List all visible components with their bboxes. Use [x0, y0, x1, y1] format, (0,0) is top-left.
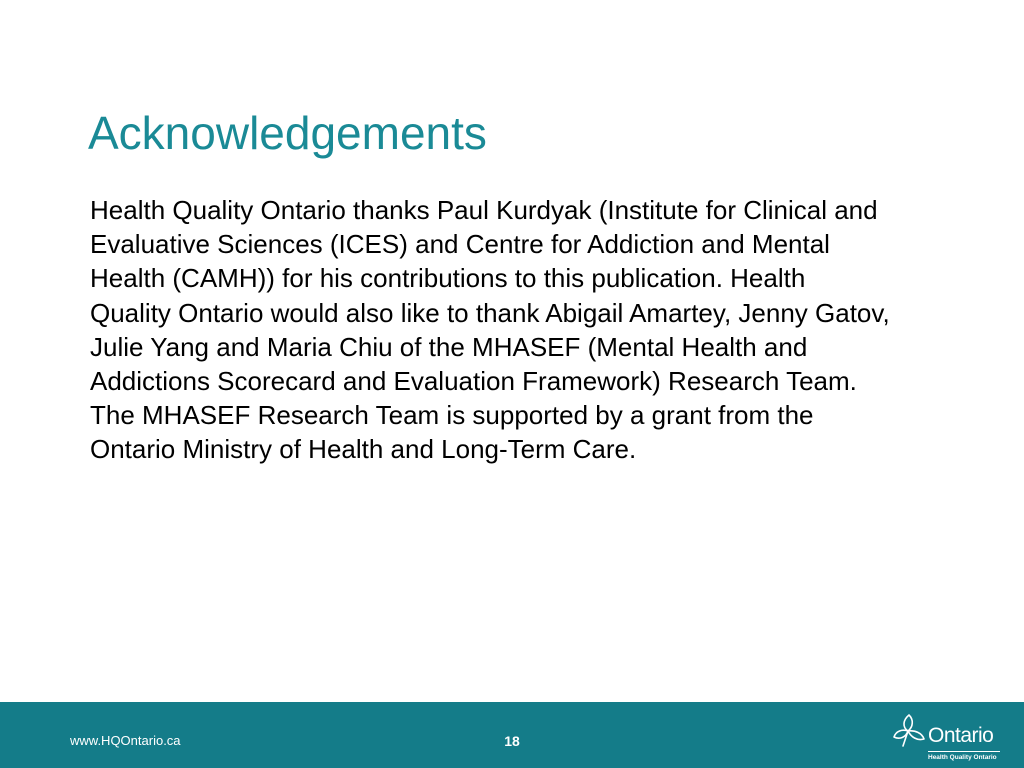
footer-bar	[0, 702, 1024, 768]
paragraph-line: Ontario Ministry of Health and Long-Term Care.	[90, 434, 637, 465]
slide-title: Acknowledgements	[88, 107, 487, 159]
paragraph-line: Evaluative Sciences (ICES) and Centre for Addiction and Mental	[90, 229, 830, 260]
logo-subtitle: Health Quality Ontario	[928, 754, 997, 761]
paragraph-line: Health (CAMH)) for his contributions to this publication. Health	[90, 263, 806, 294]
logo-divider	[928, 751, 1000, 752]
page-number: 18	[504, 733, 520, 749]
acknowledgement-paragraph	[90, 193, 990, 467]
logo-wordmark: Ontario	[928, 724, 994, 747]
paragraph-line: Quality Ontario would also like to thank Abigail Amartey, Jenny Gatov,	[90, 297, 890, 328]
paragraph-line: Health Quality Ontario thanks Paul Kurdyak (Institute for Clinical and	[90, 195, 878, 225]
footer-website-link[interactable]: www.HQOntario.ca	[70, 733, 181, 748]
paragraph-line: The MHASEF Research Team is supported by a grant from the	[90, 400, 814, 431]
ontario-logo	[890, 712, 1002, 764]
paragraph-line: Addictions Scorecard and Evaluation Framework) Research Team.	[90, 366, 857, 397]
paragraph-line: Julie Yang and Maria Chiu of the MHASEF (Mental Health and	[90, 331, 808, 362]
trillium-icon	[892, 712, 928, 750]
